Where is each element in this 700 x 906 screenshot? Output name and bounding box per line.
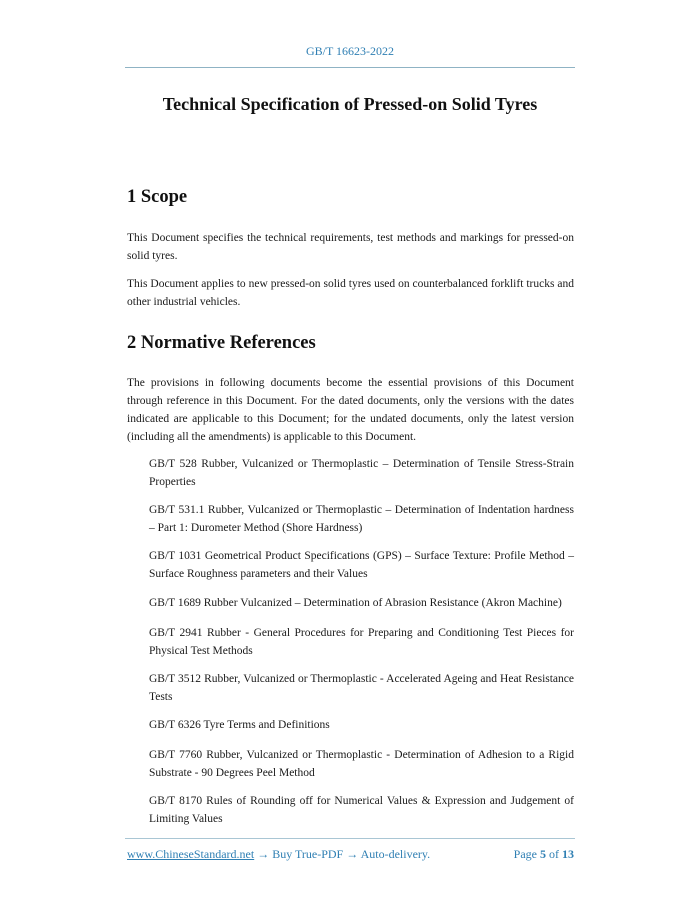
reference-item: GB/T 7760 Rubber, Vulcanized or Thermoplastic - Determination of Adhesion to a Rigid Substrate - 90 Degrees Peel Method	[149, 749, 574, 779]
reference-item: GB/T 1031 Geometrical Product Specifications (GPS) – Surface Texture: Profile Method – Surface Roughness parameters and their Values	[149, 550, 574, 580]
footer-divider	[125, 838, 575, 839]
website-link[interactable]: www.ChineseStandard.net	[127, 847, 255, 861]
header-divider	[125, 67, 575, 68]
of-label: of	[549, 847, 559, 861]
buy-text: Buy True-PDF	[272, 847, 344, 861]
reference-item: GB/T 1689 Rubber Vulcanized – Determination of Abrasion Resistance (Akron Machine)	[149, 597, 562, 609]
page-current: 5	[540, 847, 546, 861]
page-indicator	[514, 847, 574, 862]
reference-item: GB/T 531.1 Rubber, Vulcanized or Thermoplastic – Determination of Indentation hardness – Part 1: Durometer Method (Shore Hardness)	[149, 504, 574, 534]
page-label: Page	[513, 847, 537, 861]
reference-item: GB/T 8170 Rules of Rounding off for Numerical Values & Expression and Judgement of Limiting Values	[149, 795, 574, 825]
scope-paragraph-1: This Document specifies the technical requirements, test methods and markings for pressed-on solid tyres.	[127, 232, 574, 262]
section-heading-scope: 1 Scope	[127, 187, 188, 207]
reference-item: GB/T 6326 Tyre Terms and Definitions	[149, 719, 330, 731]
footer-promo	[127, 847, 430, 862]
normative-references-intro: The provisions in following documents become the essential provisions of this Document through reference in this Document. For the dated documents, only the versions with the dates indicated are applicable to this Document; for the undated documents, only the latest version (including all the amendments) is applicable to this Document.	[127, 377, 574, 443]
arrow-icon: →	[343, 847, 361, 861]
reference-item: GB/T 3512 Rubber, Vulcanized or Thermoplastic - Accelerated Ageing and Heat Resistance Tests	[149, 673, 574, 703]
section-heading-normative-references: 2 Normative References	[127, 333, 316, 353]
page-total: 13	[562, 847, 574, 861]
delivery-text: Auto-delivery.	[360, 847, 431, 861]
reference-item: GB/T 528 Rubber, Vulcanized or Thermoplastic – Determination of Tensile Stress-Strain Properties	[149, 458, 574, 488]
header-standard-code: GB/T 16623-2022	[305, 44, 395, 58]
scope-paragraph-2: This Document applies to new pressed-on solid tyres used on counterbalanced forklift trucks and other industrial vehicles.	[127, 278, 574, 308]
document-title: Technical Specification of Pressed-on Solid Tyres	[162, 94, 538, 114]
arrow-icon: →	[254, 847, 273, 861]
reference-item: GB/T 2941 Rubber - General Procedures for Preparing and Conditioning Test Pieces for Physical Test Methods	[149, 627, 574, 657]
